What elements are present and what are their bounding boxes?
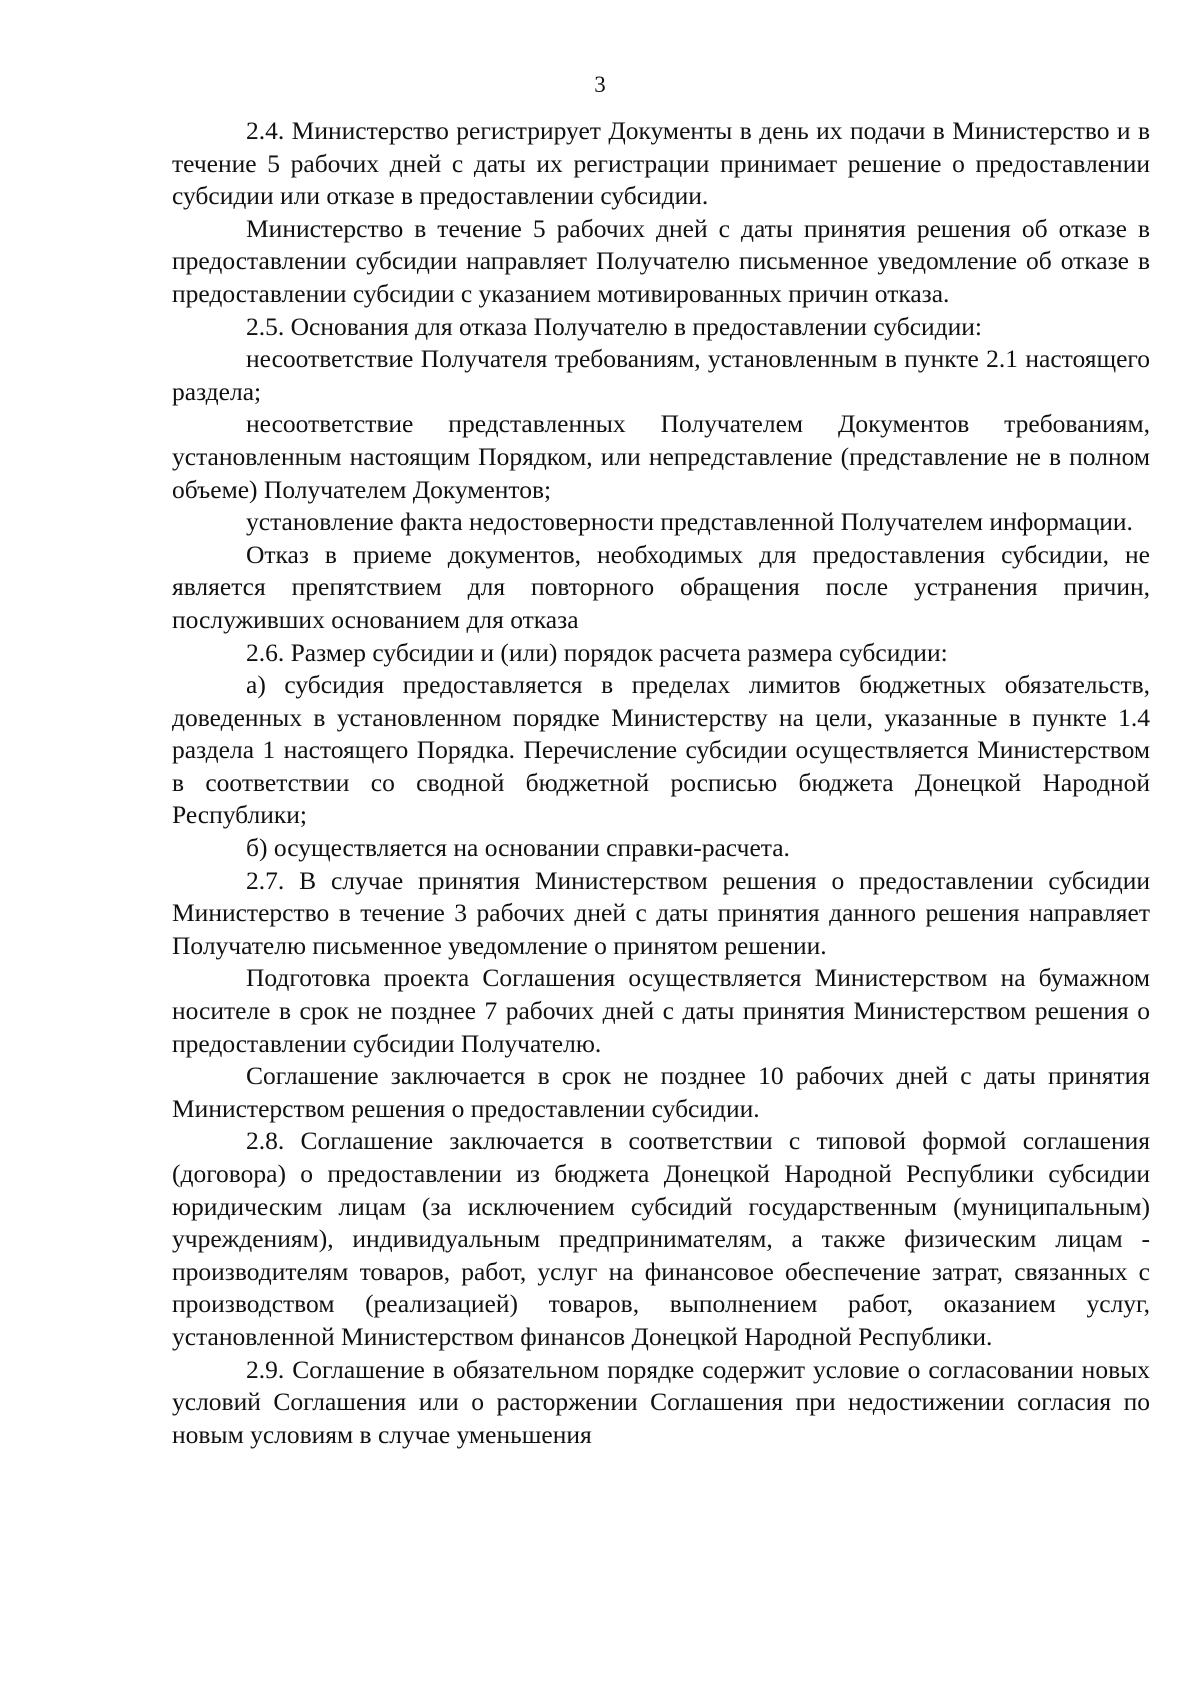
paragraph-2-5: 2.5. Основания для отказа Получателю в предоставлении субсидии:	[246, 311, 983, 341]
paragraph-2-7: 2.7. В случае принятия Министерством решения о предоставлении субсидии Министерство в течение 3 рабочих дней с даты принятия данного решения направляет Получателю письменное уведомление о принятом решении.	[172, 865, 1150, 960]
paragraph-2-8: 2.8. Соглашение заключается в соответствии с типовой формой соглашения (договора) о предоставлении из бюджета Донецкой Народной Республики субсидии юридическим лицам (за исключением субсидий государственным (муниципальным) учреждениям), индивидуальным предпринимателям, а также физическим лицам - производителям товаров, работ, услуг на финансовое обеспечение затрат, связанных с производством (реализацией) товаров, выполнением работ, оказанием услуг, установленной Министерством финансов Донецкой Народной Республики.	[172, 1126, 1150, 1351]
document-body	[172, 115, 1150, 1451]
paragraph-ground-false-info: установление факта недостоверности представленной Получателем информации.	[246, 507, 1133, 537]
paragraph-refusal-notice: Министерство в течение 5 рабочих дней с даты принятия решения об отказе в предоставлении субсидии направляет Получателю письменное уведомление об отказе в предоставлении субсидии с указанием мотивированных причин отказа.	[172, 213, 1150, 308]
paragraph-2-6-a: а) субсидия предоставляется в пределах лимитов бюджетных обязательств, доведенных в установленном порядке Министерству на цели, указанные в пункте 1.4 раздела 1 настоящего Порядка. Перечисление субсидии осуществляется Министерством в соответствии со сводной бюджетной росписью бюджета Донецкой Народной Республики;	[172, 670, 1150, 830]
paragraph-agreement-deadline: Соглашение заключается в срок не позднее 10 рабочих дней с даты принятия Министерством решения о предоставлении субсидии.	[172, 1061, 1150, 1123]
paragraph-2-4: 2.4. Министерство регистрирует Документы в день их подачи в Министерство и в течение 5 рабочих дней с даты их регистрации принимает решение о предоставлении субсидии или отказе в предоставлении субсидии.	[172, 116, 1150, 211]
paragraph-ground-documents: несоответствие представленных Получателем Документов требованиям, установленным настоящим Порядком, или непредставление (представление не в полном объеме) Получателем Документов;	[172, 409, 1150, 504]
paragraph-2-6-b: б) осуществляется на основании справки-расчета.	[246, 833, 790, 863]
paragraph-2-6: 2.6. Размер субсидии и (или) порядок расчета размера субсидии:	[246, 637, 948, 667]
paragraph-ground-requirements: несоответствие Получателя требованиям, установленным в пункте 2.1 настоящего раздела;	[172, 344, 1150, 406]
page-number: 3	[594, 72, 606, 97]
paragraph-refusal-reapply: Отказ в приеме документов, необходимых для предоставления субсидии, не является препятствием для повторного обращения после устранения причин, послуживших основанием для отказа	[172, 539, 1150, 634]
paragraph-2-9: 2.9. Соглашение в обязательном порядке содержит условие о согласовании новых условий Соглашения или о расторжении Соглашения при недостижении согласия по новым условиям в случае уменьшения	[172, 1354, 1150, 1449]
paragraph-agreement-preparation: Подготовка проекта Соглашения осуществляется Министерством на бумажном носителе в срок не позднее 7 рабочих дней с даты принятия Министерством решения о предоставлении субсидии Получателю.	[172, 963, 1150, 1058]
